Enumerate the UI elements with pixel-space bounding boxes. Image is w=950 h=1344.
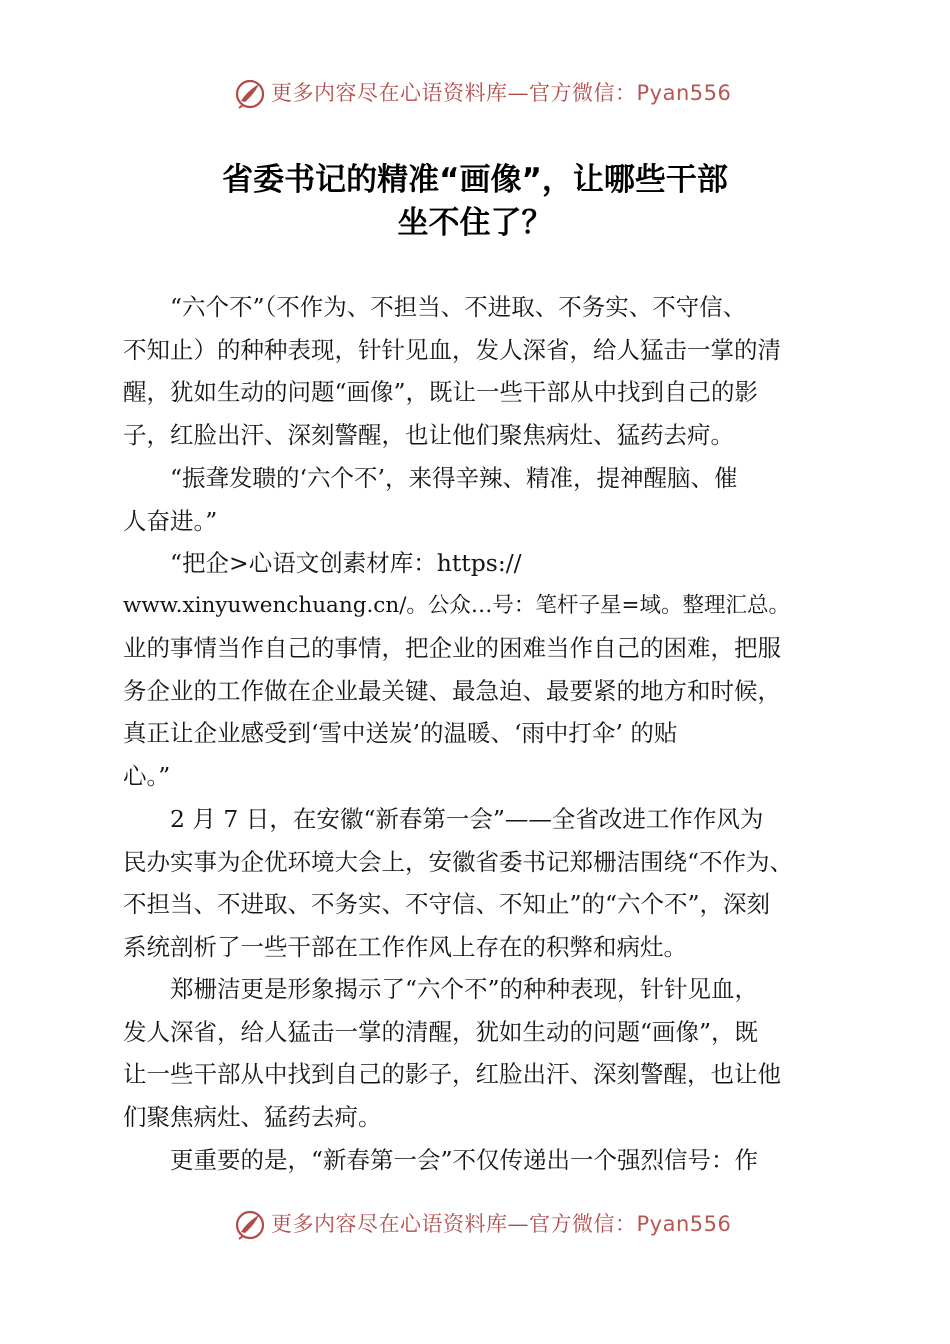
text-line: 醒，犹如生动的问题“画像”，既让一些干部从中找到自己的影 <box>123 378 759 407</box>
text-line: 更重要的是，“新春第一会”不仅传递出一个强烈信号：作 <box>123 1146 759 1174</box>
text-line: 们聚焦病灶、猛药去疴。 <box>123 1102 382 1131</box>
text-line: 真正让企业感受到‘雪中送炭’的温暖、‘雨中打伞’ 的贴 <box>123 719 678 748</box>
text-line: 业的事情当作自己的事情，把企业的困难当作自己的困难，把服 <box>123 634 781 663</box>
paragraph-3 <box>123 542 838 798</box>
text-line: 务企业的工作做在企业最关键、最急迫、最要紧的地方和时候， <box>123 676 781 705</box>
paragraph-1 <box>123 286 838 456</box>
text-line: 让一些干部从中找到自己的影子，红脸出汗、深刻警醒，也让他 <box>123 1060 781 1089</box>
watermark-account: Pyan556 <box>636 1212 732 1236</box>
document-title-line-1: 省委书记的精准“画像”，让哪些干部 <box>222 162 728 198</box>
paragraph-2 <box>123 457 838 542</box>
text-line: 心。” <box>123 761 171 790</box>
paragraph-5 <box>123 968 838 1138</box>
text-line: 2 月 7 日，在安徽“新春第一会”——全省改进工作作风为 <box>123 805 764 833</box>
text-line: “六个不”（不作为、不担当、不进取、不务实、不守信、 <box>123 293 747 321</box>
text-line: 郑栅洁更是形象揭示了“六个不”的种种表现，针针见血， <box>123 975 759 1003</box>
footer-watermark <box>0 1204 950 1244</box>
text-line: 子，红脸出汗、深刻警醒，也让他们聚焦病灶、猛药去疴。 <box>123 420 734 449</box>
watermark-text: 更多内容尽在心语资料库—官方微信： <box>271 1212 637 1236</box>
text-line: 不担当、不进取、不务实、不守信、不知止”的“六个不”，深刻 <box>123 890 771 919</box>
text-line: 系统剖析了一些干部在工作作风上存在的积弊和病灶。 <box>123 932 687 961</box>
document-title-line-2: 坐不住了？ <box>397 205 553 241</box>
text-line: 不知止）的种种表现，针针见血，发人深省，给人猛击一掌的清 <box>123 335 781 364</box>
paragraph-4 <box>123 798 838 968</box>
quill-pen-seal-icon <box>233 77 267 111</box>
text-line: 人奋进。” <box>123 506 218 535</box>
text-line: “把企>心语文创素材库：https:// <box>123 549 522 577</box>
text-line: www.xinyuwenchuang.cn/。公众…号：笔杆子星=域。整理汇总。 <box>123 592 790 618</box>
watermark-text: 更多内容尽在心语资料库—官方微信： <box>271 81 637 105</box>
text-line: 民办实事为企优环境大会上，安徽省委书记郑栅洁围绕“不作为、 <box>123 847 794 876</box>
paragraph-6 <box>123 1139 838 1182</box>
header-watermark <box>0 73 950 113</box>
text-line: “振聋发聩的‘六个不’，来得辛辣、精准，提神醒脑、催 <box>123 464 738 492</box>
text-line: 发人深省，给人猛击一掌的清醒，犹如生动的问题“画像”，既 <box>123 1017 759 1046</box>
quill-pen-seal-icon <box>233 1208 267 1242</box>
watermark-account: Pyan556 <box>636 81 732 105</box>
